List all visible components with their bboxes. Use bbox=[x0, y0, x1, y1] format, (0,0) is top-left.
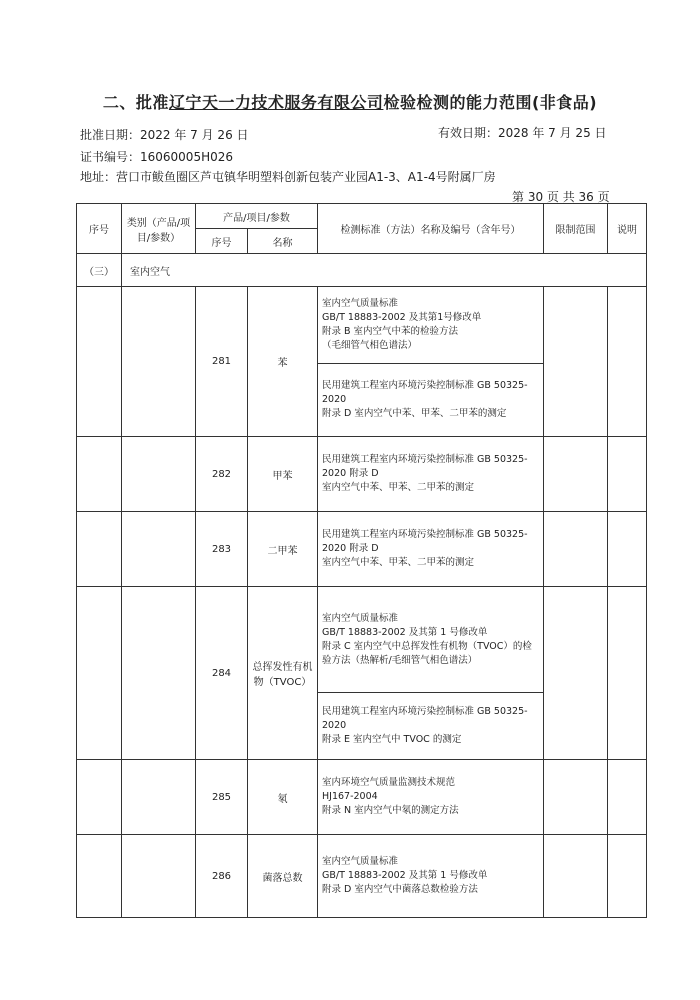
standard-text: 民用建筑工程室内环境污染控制标准 GB 50325-2020 附录 D 室内空气中苯、甲苯、二甲苯的测定 bbox=[318, 437, 544, 512]
row-category-cell bbox=[122, 760, 196, 835]
limit-cell bbox=[544, 437, 608, 512]
standard-text: 室内环境空气质量监测技术规范 HJ167-2004 附录 N 室内空气中氡的测定方法 bbox=[318, 760, 544, 835]
standard-text: 室内空气质量标准 GB/T 18883-2002 及其第1号修改单 附录 B 室内空气中苯的检验方法 （毛细管气相色谱法） bbox=[318, 287, 544, 364]
item-name: 氡 bbox=[248, 760, 318, 835]
title-prefix: 二、批准 bbox=[102, 93, 169, 112]
approval-date: 批准日期：2022 年 7 月 26 日 bbox=[80, 128, 249, 142]
standard-text: 室内空气质量标准 GB/T 18883-2002 及其第 1 号修改单 附录 D 室内空气中菌落总数检验方法 bbox=[318, 835, 544, 918]
header-sub-seq: 序号 bbox=[196, 229, 248, 254]
item-number: 281 bbox=[196, 287, 248, 437]
note-cell bbox=[608, 835, 647, 918]
limit-cell bbox=[544, 512, 608, 587]
limit-cell bbox=[544, 835, 608, 918]
title-suffix: 检验检测的能力范围(非食品) bbox=[383, 93, 598, 112]
row-category-cell bbox=[122, 512, 196, 587]
row-seq-cell bbox=[77, 512, 122, 587]
item-name: 甲苯 bbox=[248, 437, 318, 512]
row-seq-cell bbox=[77, 587, 122, 760]
item-name: 二甲苯 bbox=[248, 512, 318, 587]
valid-date: 有效日期：2028 年 7 月 25 日 bbox=[438, 126, 607, 140]
row-seq-cell bbox=[77, 287, 122, 437]
row-seq-cell bbox=[77, 437, 122, 512]
note-cell bbox=[608, 587, 647, 760]
header-category: 类别（产品/项目/参数） bbox=[122, 204, 196, 254]
table-row bbox=[77, 287, 647, 364]
row-seq-cell bbox=[77, 760, 122, 835]
capability-table bbox=[76, 203, 647, 918]
title-company: 辽宁天一力技术服务有限公司 bbox=[168, 93, 384, 112]
table-row bbox=[77, 587, 647, 693]
item-number: 284 bbox=[196, 587, 248, 760]
address: 地址：营口市鲅鱼圈区芦屯镇华明塑料创新包装产业园A1-3、A1-4号附属厂房 bbox=[80, 170, 496, 184]
header-limit: 限制范围 bbox=[544, 204, 608, 254]
item-name: 总挥发性有机物（TVOC） bbox=[248, 587, 318, 760]
section-category: 室内空气 bbox=[122, 254, 647, 287]
item-number: 283 bbox=[196, 512, 248, 587]
standard-text: 室内空气质量标准 GB/T 18883-2002 及其第 1 号修改单 附录 C 室内空气中总挥发性有机物（TVOC）的检验方法（热解析/毛细管气相色谱法） bbox=[318, 587, 544, 693]
table-row bbox=[77, 512, 647, 587]
header-product: 产品/项目/参数 bbox=[196, 204, 318, 229]
note-cell bbox=[608, 760, 647, 835]
item-number: 282 bbox=[196, 437, 248, 512]
note-cell bbox=[608, 437, 647, 512]
limit-cell bbox=[544, 587, 608, 760]
page-info: 第 30 页 共 36 页 bbox=[512, 190, 610, 204]
note-cell bbox=[608, 287, 647, 437]
table-row bbox=[77, 835, 647, 918]
header-name: 名称 bbox=[248, 229, 318, 254]
row-category-cell bbox=[122, 835, 196, 918]
header-note: 说明 bbox=[608, 204, 647, 254]
table-row bbox=[77, 437, 647, 512]
row-category-cell bbox=[122, 587, 196, 760]
limit-cell bbox=[544, 287, 608, 437]
header-standard: 检测标准（方法）名称及编号（含年号） bbox=[318, 204, 544, 254]
item-number: 285 bbox=[196, 760, 248, 835]
standard-text: 民用建筑工程室内环境污染控制标准 GB 50325-2020 附录 D 室内空气中苯、甲苯、二甲苯的测定 bbox=[318, 512, 544, 587]
row-category-cell bbox=[122, 437, 196, 512]
row-seq-cell bbox=[77, 835, 122, 918]
note-cell bbox=[608, 512, 647, 587]
item-number: 286 bbox=[196, 835, 248, 918]
header-seq: 序号 bbox=[77, 204, 122, 254]
certificate-number: 证书编号：16060005H026 bbox=[80, 150, 234, 164]
item-name: 菌落总数 bbox=[248, 835, 318, 918]
limit-cell bbox=[544, 760, 608, 835]
standard-text: 民用建筑工程室内环境污染控制标准 GB 50325-2020 附录 D 室内空气中苯、甲苯、二甲苯的测定 bbox=[318, 364, 544, 437]
standard-text: 民用建筑工程室内环境污染控制标准 GB 50325-2020 附录 E 室内空气中 TVOC 的测定 bbox=[318, 693, 544, 760]
section-seq: （三） bbox=[77, 254, 122, 287]
item-name: 苯 bbox=[248, 287, 318, 437]
row-category-cell bbox=[122, 287, 196, 437]
table-row bbox=[77, 760, 647, 835]
document-title bbox=[0, 90, 700, 113]
